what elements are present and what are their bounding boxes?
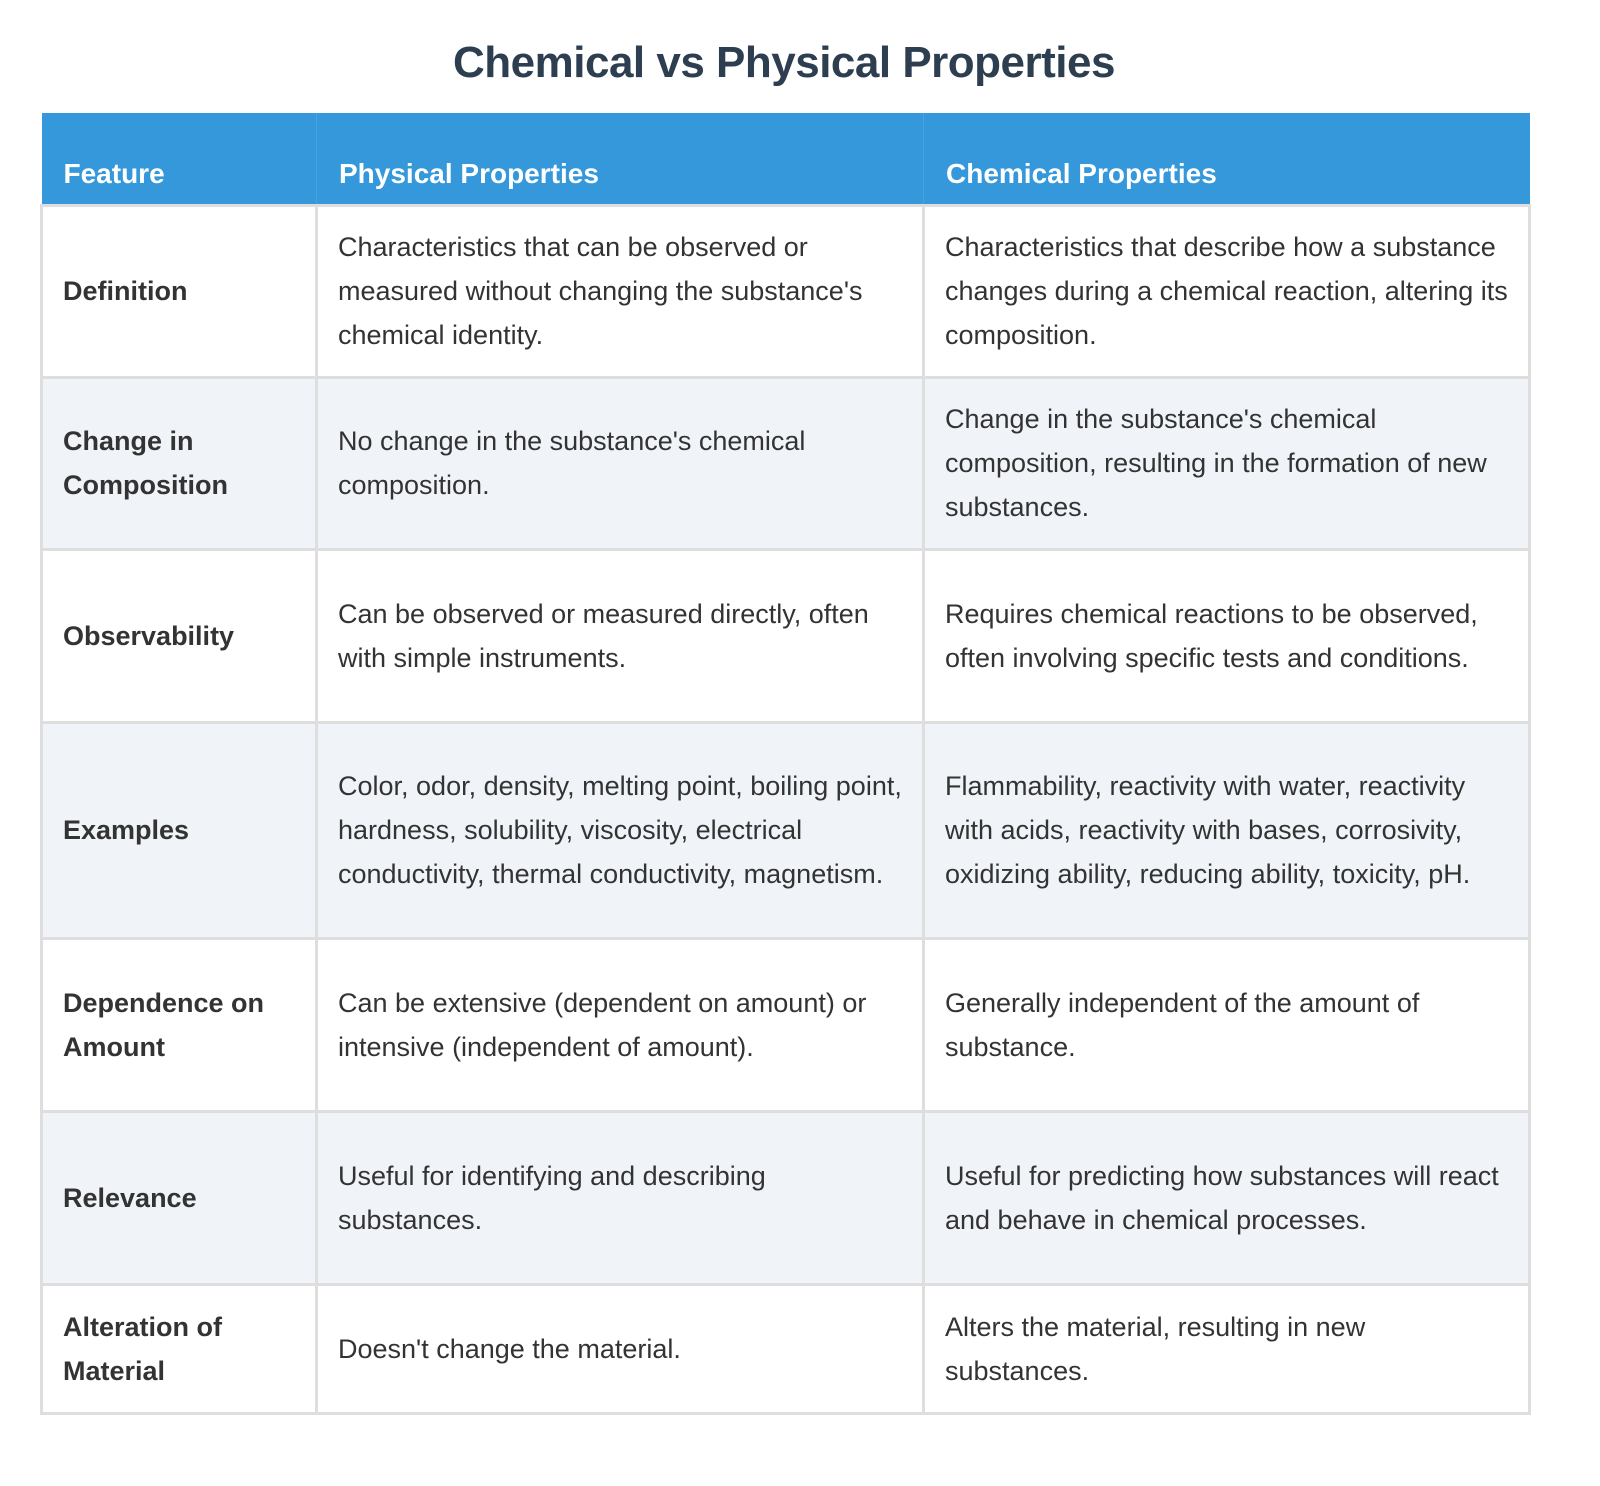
comparison-table [40, 113, 1531, 1415]
physical-cell: No change in the substance's chemical composition. [317, 377, 924, 549]
chemical-cell: Characteristics that describe how a substance changes during a chemical reaction, altering its composition. [924, 205, 1530, 377]
table-row [42, 377, 1530, 549]
feature-cell: Examples [42, 722, 317, 938]
table-row [42, 938, 1530, 1111]
feature-cell: Alteration of Material [42, 1284, 317, 1413]
table-row [42, 722, 1530, 938]
table-header-row [42, 113, 1530, 205]
table-row [42, 1284, 1530, 1413]
physical-cell: Can be extensive (dependent on amount) or intensive (independent of amount). [317, 938, 924, 1111]
chemical-cell: Flammability, reactivity with water, reactivity with acids, reactivity with bases, corrosivity, oxidizing ability, reducing ability, toxicity, pH. [924, 722, 1530, 938]
table-row [42, 205, 1530, 377]
header-chemical: Chemical Properties [924, 113, 1530, 205]
feature-cell: Change in Composition [42, 377, 317, 549]
chemical-cell: Change in the substance's chemical composition, resulting in the formation of new substances. [924, 377, 1530, 549]
chemical-cell: Useful for predicting how substances will react and behave in chemical processes. [924, 1111, 1530, 1284]
header-physical: Physical Properties [317, 113, 924, 205]
feature-cell: Observability [42, 549, 317, 722]
table-row [42, 549, 1530, 722]
feature-cell: Definition [42, 205, 317, 377]
chemical-cell: Generally independent of the amount of substance. [924, 938, 1530, 1111]
header-feature: Feature [42, 113, 317, 205]
chemical-cell: Requires chemical reactions to be observed, often involving specific tests and conditions. [924, 549, 1530, 722]
physical-cell: Can be observed or measured directly, often with simple instruments. [317, 549, 924, 722]
page-title: Chemical vs Physical Properties [453, 38, 1115, 87]
chemical-cell: Alters the material, resulting in new substances. [924, 1284, 1530, 1413]
table-row [42, 1111, 1530, 1284]
feature-cell: Relevance [42, 1111, 317, 1284]
physical-cell: Characteristics that can be observed or measured without changing the substance's chemical identity. [317, 205, 924, 377]
physical-cell: Useful for identifying and describing substances. [317, 1111, 924, 1284]
physical-cell: Color, odor, density, melting point, boiling point, hardness, solubility, viscosity, electrical conductivity, thermal conductivity, magnetism. [317, 722, 924, 938]
physical-cell: Doesn't change the material. [317, 1284, 924, 1413]
feature-cell: Dependence on Amount [42, 938, 317, 1111]
